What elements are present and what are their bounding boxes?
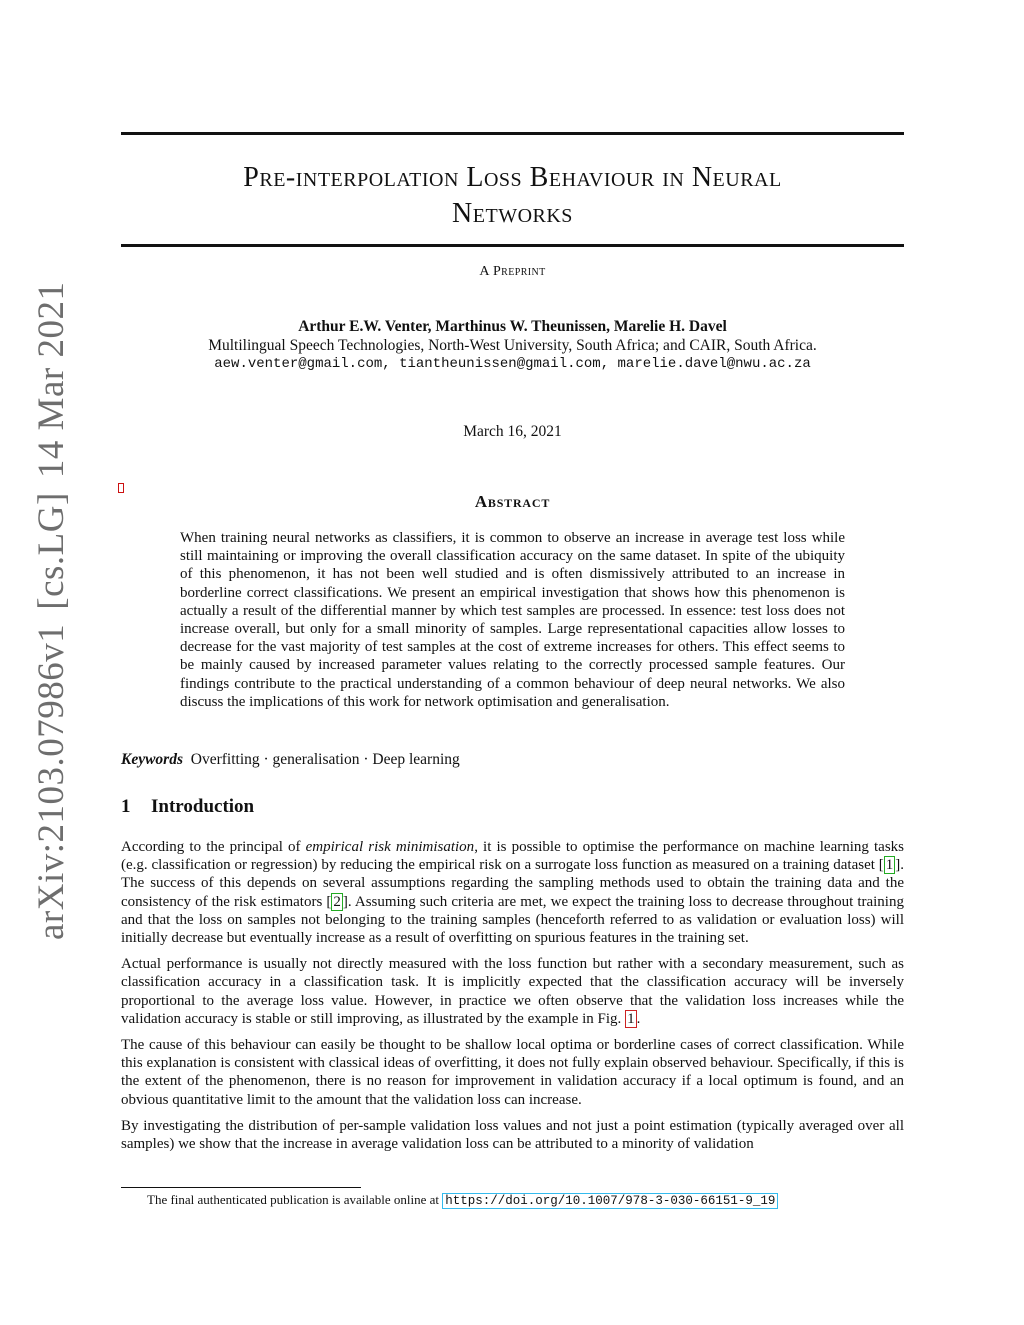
- preprint-label: A Preprint: [479, 264, 546, 279]
- arxiv-date: 14 Mar 2021: [31, 281, 72, 479]
- section-title: Introduction: [151, 796, 255, 817]
- arxiv-id: arXiv:2103.07986v1: [31, 623, 72, 940]
- affiliation: Multilingual Speech Technologies, North-West University, South Africa; and CAIR, South Africa.: [208, 337, 817, 354]
- title-line-2: Networks: [452, 198, 573, 229]
- paper-date: March 16, 2021: [463, 423, 562, 440]
- footnote-text: The final authenticated publication is available online at: [147, 1192, 443, 1207]
- citation-link-2[interactable]: 2: [333, 893, 341, 910]
- abstract-text: When training neural networks as classifiers, it is common to observe an increase in average test loss while still maintaining or improving the overall classification accuracy on the same dataset. In spite of the ubiquity of this phenomenon, it has not been well studied and is often dismissively attributed to an increase in borderline correct classifications. We present an empirical investigation that shows how this phenomenon is actually a result of the differential manner by which test samples are processed. In essence: test loss does not increase overall, but only for a small minority of samples. Large representational capacities allow losses to decrease for the vast majority of test samples at the cost of extreme increases for others. This effect seems to be mainly caused by increased parameter values relating to the correctly processed sample features. Our findings contribute to the practical understanding of a common behaviour of deep neural networks. We also discuss the implications of this work for network optimisation and generalisation.: [180, 530, 845, 710]
- introduction-body: [121, 838, 904, 1161]
- paragraph-2: Actual performance is usually not directly measured with the loss function but rather with a secondary measurement, such as classification accuracy in a classification task. It is implicitly expected that the classification accuracy will be inversely proportional to the average loss value. However, in practice we often observe that the validation loss increases while the validation accuracy is stable or still improving, as illustrated by the example in Fig. 1 .: [121, 956, 904, 1027]
- footnote: [147, 1192, 778, 1208]
- footnote-rule: [121, 1187, 361, 1188]
- authors: Arthur E.W. Venter, Marthinus W. Theunissen, Marelie H. Davel: [298, 318, 727, 335]
- arxiv-sidebar-stamp: [30, 282, 73, 940]
- section-number: 1: [121, 796, 131, 817]
- title-bottom-rule: [121, 244, 904, 247]
- title-line-1: Pre-interpolation Loss Behaviour in Neural: [243, 162, 782, 193]
- paper-title: [121, 160, 904, 232]
- paragraph-3: The cause of this behaviour can easily be thought to be shallow local optima or borderline cases of correct classification. While this explanation is consistent with classical ideas of overfitting, it does not fully explain observed behaviour. Specifically, if this is the extent of the phenomenon, there is no reason for improvement in validation accuracy if a local optimum is found, and an obvious quantitative limit to the amount that the validation loss can increase.: [121, 1037, 904, 1108]
- paragraph-4: By investigating the distribution of per-sample validation loss values and not just a point estimation (typically averaged over all samples) we show that the increase in average validation loss can be attributed to a minority of validation: [121, 1117, 904, 1153]
- section-heading-introduction: [121, 796, 904, 818]
- keywords: [121, 751, 904, 769]
- author-emails: aew.venter@gmail.com, tiantheunissen@gmail.com, marelie.davel@nwu.ac.za: [214, 356, 811, 372]
- keywords-label: Keywords: [121, 751, 183, 768]
- emphasis: empirical risk minimisation: [305, 839, 475, 855]
- abstract-heading: Abstract: [474, 492, 551, 511]
- arxiv-category: [cs.LG]: [31, 492, 72, 610]
- figure-link-1[interactable]: 1: [627, 1010, 635, 1027]
- title-top-rule: [121, 132, 904, 135]
- paragraph-1: According to the principal of empirical risk minimisation, it is possible to optimise the performance on machine learning tasks (e.g. classification or regression) by reducing the empirical risk on a surrogate loss function as measured on a training dataset [ 1 ]. The success of this depends on several assumptions regarding the sampling methods used to obtain the training data and the consistency of the risk estimators [ 2 ]. Assuming such criteria are met, we expect the training loss to decrease throughout training and that the loss on samples not belonging to the training samples (henceforth referred to as validation or evaluation loss) will initially decrease but eventually increase as a result of overfitting on spurious features in the training set.: [121, 839, 904, 947]
- keywords-text: Overfitting · generalisation · Deep learning: [190, 751, 460, 768]
- doi-link[interactable]: https://doi.org/10.1007/978-3-030-66151-9_19: [442, 1193, 778, 1209]
- citation-link-1[interactable]: 1: [885, 857, 894, 874]
